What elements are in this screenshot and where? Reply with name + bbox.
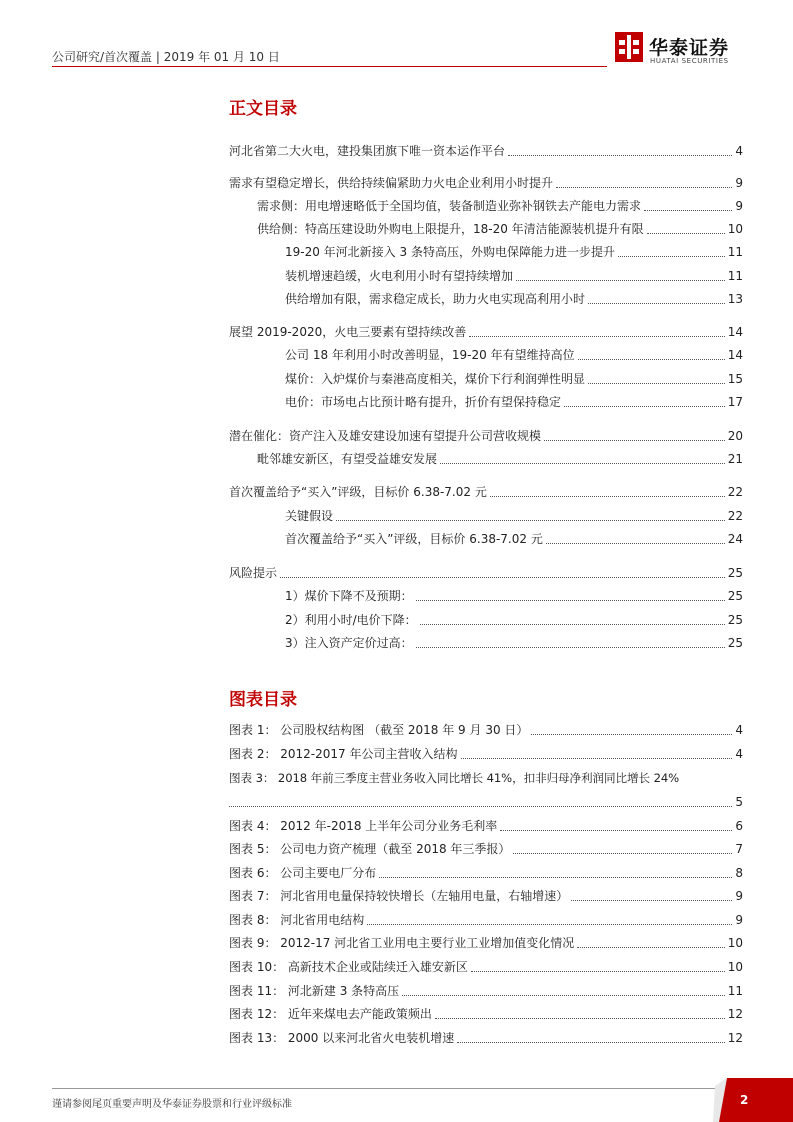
toc-leader (513, 853, 732, 854)
toc-entry-label: 潜在催化：资产注入及雄安建设加速有望提升公司营收规模 (229, 429, 542, 443)
toc-entry-label: 3）注入资产定价过高： (285, 636, 413, 650)
figures-title: 图表目录 (229, 690, 297, 710)
toc-leader (379, 877, 732, 878)
figure-entry-page: 7 (735, 842, 743, 856)
toc-leader (440, 463, 725, 464)
toc-entry-label: 19-20 年河北新接入 3 条特高压，外购电保障能力进一步提升 (285, 245, 615, 259)
toc-leader (461, 758, 733, 759)
toc-entry-label: 河北省第二大火电，建投集团旗下唯一资本运作平台 (229, 144, 506, 158)
huatai-logo-icon (615, 32, 643, 62)
toc-leader (435, 1018, 725, 1019)
figure-entry[interactable] (229, 910, 743, 928)
figure-entry-page: 10 (727, 936, 743, 950)
toc-leader (578, 359, 725, 360)
toc-leader (457, 1042, 724, 1043)
figure-entry-label: 图表 11： 河北新建 3 条特高压 (229, 984, 400, 998)
figure-entry-label: 图表 8： 河北省用电结构 (229, 913, 365, 927)
toc-entry-page: 25 (727, 589, 743, 603)
toc-leader (556, 187, 732, 188)
toc-entry-label: 首次覆盖给予“买入”评级，目标价 6.38-7.02 元 (285, 532, 543, 546)
figure-entry-label: 图表 13： 2000 以来河北省火电装机增速 (229, 1031, 455, 1045)
toc-leader (588, 303, 725, 304)
toc-entry-page: 13 (727, 292, 743, 306)
toc-entry[interactable] (285, 345, 743, 363)
figure-entry-page: 11 (727, 984, 743, 998)
figure-entry-page: 9 (735, 913, 743, 927)
logo-chinese-name: 华泰证券 (649, 37, 730, 59)
figure-entry-label: 图表 5： 公司电力资产梳理（截至 2018 年三季报） (229, 842, 511, 856)
toc-entry[interactable] (257, 196, 743, 214)
toc-leader (544, 440, 725, 441)
figure-entry[interactable] (229, 1028, 743, 1046)
toc-entry[interactable] (229, 563, 743, 581)
figure-entry-page: 6 (735, 819, 743, 833)
footer-disclaimer: 谨请参阅尾页重要声明及华泰证券股票和行业评级标准 (52, 1099, 292, 1110)
figure-entry-page: 4 (735, 747, 743, 761)
toc-entry-label: 展望 2019-2020，火电三要素有望持续改善 (229, 325, 467, 339)
toc-entry-label: 供给侧：特高压建设助外购电上限提升，18-20 年清洁能源装机提升有限 (257, 222, 644, 236)
toc-entry-label: 公司 18 年利用小时改善明显，19-20 年有望维持高位 (285, 348, 575, 362)
toc-entry-label: 需求有望稳定增长，供给持续偏紧助力火电企业利用小时提升 (229, 176, 554, 190)
toc-entry[interactable] (229, 322, 743, 340)
toc-entry-page: 14 (727, 348, 743, 362)
toc-entry[interactable] (285, 289, 743, 307)
toc-leader (516, 280, 725, 281)
toc-leader (280, 577, 725, 578)
toc-entry-label: 2）利用小时/电价下降： (285, 613, 417, 627)
toc-entry[interactable] (285, 266, 743, 284)
footer-rule (52, 1088, 732, 1089)
company-logo (615, 30, 745, 70)
figure-entry-page: 10 (727, 960, 743, 974)
figure-entry[interactable] (229, 957, 743, 975)
toc-entry[interactable] (285, 610, 743, 628)
toc-leader (564, 406, 725, 407)
toc-leader (416, 600, 725, 601)
toc-entry[interactable] (229, 173, 743, 191)
toc-entry[interactable] (285, 529, 743, 547)
toc-leader (644, 210, 732, 211)
figure-entry-label: 图表 9： 2012-17 河北省工业用电主要行业工业增加值变化情况 (229, 936, 575, 950)
figure-entry-label: 图表 12： 近年来煤电去产能政策频出 (229, 1007, 432, 1021)
figure-entry[interactable] (229, 839, 743, 857)
figure-entry[interactable] (229, 720, 743, 738)
figure-entry[interactable] (229, 816, 743, 834)
toc-leader (577, 947, 724, 948)
toc-leader (588, 383, 725, 384)
toc-entry[interactable] (229, 426, 743, 444)
toc-entry[interactable] (285, 506, 743, 524)
figure-entry[interactable] (229, 933, 743, 951)
toc-entry-page: 22 (727, 485, 743, 499)
toc-leader (402, 995, 725, 996)
toc-entry[interactable] (257, 449, 743, 467)
toc-entry-page: 4 (735, 144, 743, 158)
toc-leader (416, 647, 725, 648)
toc-entry-page: 21 (727, 452, 743, 466)
toc-leader (618, 256, 725, 257)
footer-page-tab-icon (705, 1078, 793, 1122)
toc-entry-label: 1）煤价下降不及预期： (285, 589, 413, 603)
toc-entry[interactable] (285, 633, 743, 651)
toc-leader (229, 806, 732, 807)
toc-entry-page: 25 (727, 636, 743, 650)
toc-entry-label: 毗邻雄安新区，有望受益雄安发展 (257, 452, 438, 466)
toc-entry[interactable] (229, 482, 743, 500)
toc-entry-page: 11 (727, 245, 743, 259)
toc-entry-page: 20 (727, 429, 743, 443)
figure-entry[interactable] (229, 886, 743, 904)
toc-leader (420, 624, 725, 625)
figure-entry-label: 图表 10： 高新技术企业或陆续迁入雄安新区 (229, 960, 468, 974)
toc-entry-page: 9 (735, 176, 743, 190)
toc-leader (471, 971, 725, 972)
figure-entry-label: 图表 1： 公司股权结构图 （截至 2018 年 9 月 30 日） (229, 723, 529, 737)
toc-entry-label: 煤价：入炉煤价与秦港高度相关，煤价下行利润弹性明显 (285, 372, 586, 386)
figure-entry-label: 图表 2： 2012-2017 年公司主营收入结构 (229, 747, 458, 761)
figure-entry-page: 12 (727, 1031, 743, 1045)
toc-leader (508, 155, 732, 156)
toc-entry-page: 15 (727, 372, 743, 386)
toc-leader (531, 734, 732, 735)
figure-entry-page: 12 (727, 1007, 743, 1021)
toc-leader (571, 900, 732, 901)
toc-entry-page: 10 (727, 222, 743, 236)
toc-entry-page: 17 (727, 395, 743, 409)
toc-entry-label: 关键假设 (285, 509, 334, 523)
toc-entry-page: 22 (727, 509, 743, 523)
toc-entry-page: 25 (727, 566, 743, 580)
toc-leader (367, 924, 732, 925)
toc-entry-label: 风险提示 (229, 566, 278, 580)
toc-entry[interactable] (285, 586, 743, 604)
toc-entry-label: 首次覆盖给予“买入”评级，目标价 6.38-7.02 元 (229, 485, 487, 499)
toc-leader (490, 496, 725, 497)
toc-entry[interactable] (257, 219, 743, 237)
toc-leader (469, 336, 724, 337)
toc-entry-page: 24 (727, 532, 743, 546)
toc-leader (647, 233, 725, 234)
page-number: 2 (740, 1093, 749, 1107)
figure-entry-page: 9 (735, 889, 743, 903)
header-text: 公司研究/首次覆盖 | 2019 年 01 月 10 日 (52, 50, 280, 64)
toc-entry-label: 需求侧：用电增速略低于全国均值，装备制造业弥补钢铁去产能电力需求 (257, 199, 642, 213)
figure-entry[interactable] (229, 744, 743, 762)
figure-entry[interactable] (229, 863, 743, 881)
figure-entry-page: 8 (735, 866, 743, 880)
toc-leader (336, 520, 725, 521)
figure-entry[interactable] (229, 981, 743, 999)
toc-entry-page: 14 (727, 325, 743, 339)
figure-entry-continuation[interactable] (229, 792, 743, 810)
figure-entry-page: 5 (735, 795, 743, 809)
toc-leader (500, 830, 732, 831)
toc-entry[interactable] (285, 369, 743, 387)
toc-entry-label: 装机增速趋缓，火电利用小时有望持续增加 (285, 269, 514, 283)
toc-leader (546, 543, 725, 544)
figure-entry-label: 图表 3： 2018 年前三季度主营业务收入同比增长 41%，扣非归母净利润同比增长 24% (229, 771, 680, 785)
figure-entry-label: 图表 6： 公司主要电厂分布 (229, 866, 377, 880)
figure-entry[interactable] (229, 1004, 743, 1022)
figure-entry-label: 图表 4： 2012 年-2018 上半年公司分业务毛利率 (229, 819, 498, 833)
toc-entry-page: 9 (735, 199, 743, 213)
logo-english-name: HUATAI SECURITIES (650, 57, 729, 65)
toc-entry[interactable] (285, 242, 743, 260)
header-rule (52, 66, 607, 67)
toc-entry-page: 25 (727, 613, 743, 627)
figure-entry-label: 图表 7： 河北省用电量保持较快增长（左轴用电量，右轴增速） (229, 889, 569, 903)
figure-entry-wrapped[interactable] (229, 770, 743, 786)
toc-entry[interactable] (229, 141, 743, 159)
figure-entry-page: 4 (735, 723, 743, 737)
toc-entry-label: 电价：市场电占比预计略有提升，折价有望保持稳定 (285, 395, 562, 409)
toc-entry-page: 11 (727, 269, 743, 283)
toc-title: 正文目录 (229, 99, 297, 119)
toc-entry[interactable] (285, 392, 743, 410)
toc-entry-label: 供给增加有限，需求稳定成长，助力火电实现高利用小时 (285, 292, 586, 306)
